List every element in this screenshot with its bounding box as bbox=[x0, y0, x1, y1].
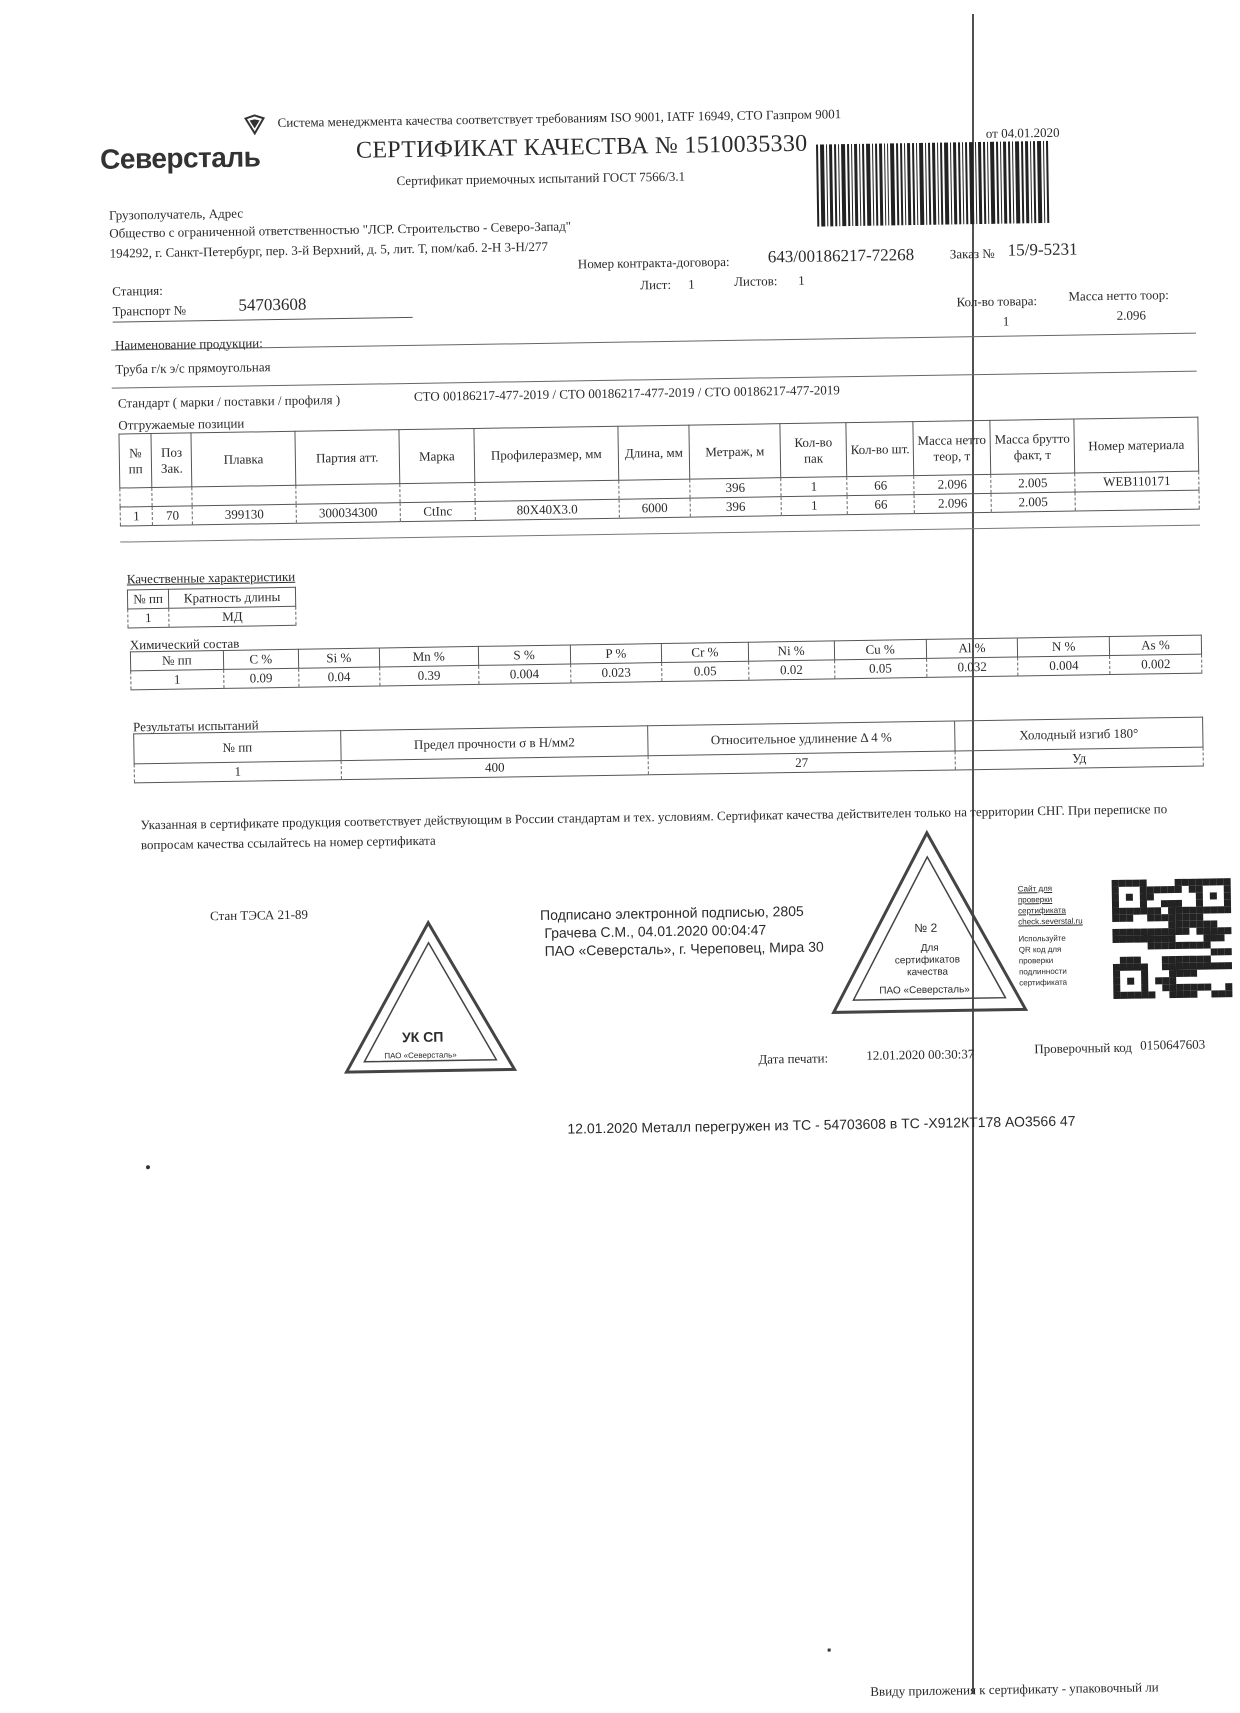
qr-note-line: проверки bbox=[1017, 894, 1053, 905]
goods-net-value: 2.096 bbox=[1116, 307, 1147, 323]
goods-net-label: Масса нетто тоор: bbox=[1068, 287, 1169, 304]
cell bbox=[400, 482, 475, 502]
brand-logo: Северсталь bbox=[99, 141, 261, 175]
print-date-label: Дата печати: bbox=[758, 1050, 829, 1067]
col-header: Марка bbox=[399, 428, 475, 483]
cell: CtInc bbox=[400, 501, 475, 521]
cell: 27 bbox=[648, 751, 955, 775]
cell: Уд bbox=[955, 747, 1203, 770]
qr-note-line: Используйте bbox=[1018, 933, 1066, 944]
severstal-logo-icon bbox=[243, 113, 265, 135]
product-label: Наименование продукции: bbox=[114, 335, 263, 353]
col-header: Плавка bbox=[191, 431, 295, 487]
qr-note-line: сертификата bbox=[1019, 977, 1068, 988]
cell: WEB110171 bbox=[1075, 471, 1199, 492]
certificate-subtitle: Сертификат приемочных испытаний ГОСТ 7566/3.1 bbox=[396, 168, 686, 189]
col-header: Предел прочности σ в Н/мм2 bbox=[341, 726, 648, 761]
qr-note-line: check.severstal.ru bbox=[1018, 916, 1083, 927]
barcode bbox=[816, 139, 1187, 227]
signature-line-1: Подписано электронной подписью, 2805 bbox=[539, 902, 804, 924]
col-header: Масса брутто факт, т bbox=[990, 419, 1075, 474]
cell: 2.096 bbox=[914, 474, 991, 494]
cell: 0.04 bbox=[299, 667, 380, 687]
consignee-label: Грузополучатель, Адрес bbox=[108, 205, 244, 223]
stamp-left-bottom: ПАО «Северсталь» bbox=[384, 1050, 457, 1061]
tests-table bbox=[133, 717, 1204, 784]
stamp-right-line2: сертификатов bbox=[894, 954, 961, 967]
cell: 396 bbox=[690, 497, 781, 517]
order-label: Заказ № bbox=[949, 245, 995, 262]
certificate-date: от 04.01.2020 bbox=[985, 124, 1060, 141]
scan-speck bbox=[828, 1649, 831, 1652]
qr-code bbox=[1112, 878, 1233, 999]
col-header: Cr % bbox=[662, 642, 749, 662]
qr-note-line: Сайт для bbox=[1017, 883, 1053, 894]
cell: 0.02 bbox=[748, 660, 835, 680]
col-header: Al % bbox=[926, 638, 1018, 658]
divider bbox=[111, 333, 1196, 351]
col-header: Метраж, м bbox=[689, 424, 780, 479]
cell: 1 bbox=[781, 496, 848, 516]
cell: 0.004 bbox=[478, 664, 570, 684]
col-header: Холодный изгиб 180° bbox=[955, 717, 1203, 751]
col-header: Партия атт. bbox=[295, 430, 400, 486]
print-date-value: 12.01.2020 00:30:37 bbox=[866, 1046, 975, 1063]
stamp-right-line3: качества bbox=[906, 966, 949, 979]
col-header: Ni % bbox=[748, 641, 835, 661]
consignee-address: 194292, г. Санкт-Петербург, пер. 3-й Верхний, д. 5, лит. Т, пом/каб. 2-Н 3-Н/277 bbox=[109, 238, 549, 261]
stamp-left-main: УК СП bbox=[401, 1028, 444, 1046]
certificate-title: СЕРТИФИКАТ КАЧЕСТВА № 1510035330 bbox=[355, 130, 808, 164]
col-header: № пп bbox=[130, 650, 223, 670]
col-header: Длина, мм bbox=[618, 425, 690, 480]
cell: 399130 bbox=[193, 504, 297, 525]
col-header: № пп bbox=[127, 589, 168, 609]
positions-title: Отгружаемые позиции bbox=[118, 415, 245, 433]
col-header: № пп bbox=[134, 731, 341, 764]
quality-title: Качественные характеристики bbox=[126, 568, 296, 587]
col-header: C % bbox=[223, 649, 299, 669]
verification-code-value: 0150647603 bbox=[1140, 1036, 1206, 1053]
cell: 0.002 bbox=[1110, 654, 1202, 674]
footer-fragment: Ввиду приложения к сертификату - упаковочный ли bbox=[870, 1679, 1159, 1699]
cell: 0.023 bbox=[570, 663, 662, 683]
col-header: № пп bbox=[119, 434, 152, 488]
table-row bbox=[128, 606, 296, 628]
sheet-label: Лист: bbox=[640, 276, 672, 293]
cell: 70 bbox=[152, 506, 193, 526]
cell: 0.032 bbox=[926, 657, 1018, 677]
cell: 0.39 bbox=[379, 665, 478, 686]
cell: 6000 bbox=[619, 498, 691, 518]
col-header: As % bbox=[1109, 635, 1201, 655]
cell: 300034300 bbox=[296, 503, 401, 524]
cell: 0.05 bbox=[662, 661, 749, 681]
goods-qty-value: 1 bbox=[1002, 313, 1010, 329]
station-label: Станция: bbox=[112, 282, 163, 299]
order-value: 15/9-5231 bbox=[1007, 239, 1078, 260]
cell: 400 bbox=[341, 756, 648, 780]
cell bbox=[1075, 490, 1199, 511]
product-value: Труба г/к э/с прямоугольная bbox=[115, 359, 271, 377]
cell bbox=[619, 479, 691, 499]
stamp-right-bottom: ПАО «Северсталь» bbox=[879, 984, 970, 997]
sheets-value: 1 bbox=[798, 272, 805, 288]
standard-label: Стандарт ( марки / поставки / профиля ) bbox=[117, 392, 341, 411]
contract-label: Номер контракта-договора: bbox=[577, 253, 730, 272]
transport-label: Транспорт № bbox=[112, 302, 187, 319]
col-header: Профилеразмер, мм bbox=[474, 426, 619, 482]
col-header: Поз Зак. bbox=[151, 433, 192, 488]
cell: 1 bbox=[128, 608, 169, 628]
scan-speck bbox=[146, 1165, 150, 1169]
cell: 1 bbox=[134, 761, 341, 783]
cell: 1 bbox=[131, 669, 224, 689]
consignee-name: Общество с ограниченной ответственностью "ЛСР. Строительство - Северо-Запад" bbox=[109, 218, 572, 241]
cell: 0.004 bbox=[1018, 656, 1110, 676]
sheet-value: 1 bbox=[688, 276, 695, 292]
cell: 0.05 bbox=[834, 658, 926, 678]
cell: 66 bbox=[848, 495, 915, 515]
cell bbox=[152, 487, 193, 507]
signature-line-2: Грачева С.М., 04.01.2020 00:04:47 bbox=[544, 921, 767, 941]
cell: 1 bbox=[120, 507, 153, 527]
cell bbox=[120, 488, 153, 508]
signature-line-3: ПАО «Северсталь», г. Череповец, Мира 30 bbox=[544, 938, 824, 959]
quality-table bbox=[127, 587, 297, 629]
col-header: Масса нетто теор, т bbox=[913, 420, 991, 475]
goods-qty-label: Кол-во товара: bbox=[956, 293, 1038, 310]
qr-note-line: подлинности bbox=[1018, 966, 1067, 977]
cell: 2.096 bbox=[914, 493, 991, 513]
stamp-right-number: № 2 bbox=[914, 920, 938, 936]
cell: 0.09 bbox=[223, 668, 299, 688]
cell: 396 bbox=[690, 478, 781, 498]
qr-note-line: QR код для bbox=[1018, 944, 1062, 955]
contract-value: 643/00186217-72268 bbox=[767, 245, 915, 267]
cell: МД bbox=[169, 606, 296, 627]
col-header: Mn % bbox=[379, 646, 478, 667]
certificates-stamp bbox=[827, 827, 1030, 1020]
divider bbox=[120, 525, 1200, 543]
col-header: Кратность длины bbox=[168, 587, 295, 608]
chem-table bbox=[130, 635, 1202, 691]
col-header: Cu % bbox=[834, 639, 926, 659]
col-header: Кол-во пак bbox=[780, 423, 848, 478]
cell: 2.005 bbox=[991, 492, 1076, 512]
validity-notice: Указанная в сертификате продукция соответствует действующим в России стандартам и тех. условиям. Сертификат качества действителен только на территории СНГ. При переписке по вопросам качества ссылайтесь на номер сертификата bbox=[140, 801, 1168, 853]
cell bbox=[296, 484, 401, 505]
sheets-label: Листов: bbox=[734, 273, 778, 289]
reload-note: 12.01.2020 Металл перегружен из ТС - 54703608 в ТС -Х912КТ178 АО3566 47 bbox=[567, 1112, 1076, 1137]
qms-text: Система менеджмента качества соответствует требованиям ISO 9001, IATF 16949, СТО Газпром 9001 bbox=[277, 106, 842, 131]
uk-sp-stamp bbox=[338, 915, 520, 1078]
mill-standard: Стан ТЭСА 21-89 bbox=[209, 906, 309, 924]
qr-note-line: сертификата bbox=[1018, 905, 1067, 916]
cell: 80X40X3.0 bbox=[475, 499, 619, 520]
cell: 66 bbox=[847, 476, 914, 496]
col-header: Si % bbox=[298, 648, 379, 668]
standard-value: СТО 00186217-477-2019 / СТО 00186217-477-2019 / СТО 00186217-477-2019 bbox=[413, 382, 840, 404]
col-header: Кол-во шт. bbox=[846, 422, 914, 477]
col-header: Номер материала bbox=[1074, 417, 1199, 473]
cell bbox=[475, 480, 619, 501]
chem-title: Химический состав bbox=[129, 635, 240, 653]
cell bbox=[192, 485, 296, 506]
col-header: N % bbox=[1018, 637, 1110, 657]
stamp-right-line1: Для bbox=[920, 942, 939, 955]
col-header: Относительное удлинение Δ 4 % bbox=[648, 721, 955, 756]
col-header: P % bbox=[570, 644, 662, 664]
transport-value: 54703608 bbox=[238, 294, 307, 315]
qr-note-line: проверки bbox=[1018, 955, 1054, 966]
positions-table bbox=[118, 417, 1199, 527]
qr-note bbox=[1018, 882, 1110, 988]
cell: 1 bbox=[781, 477, 848, 497]
col-header: S % bbox=[478, 645, 570, 665]
tests-title: Результаты испытаний bbox=[132, 717, 259, 735]
cell: 2.005 bbox=[991, 473, 1076, 493]
verification-code-label: Проверочный код bbox=[1034, 1039, 1133, 1057]
